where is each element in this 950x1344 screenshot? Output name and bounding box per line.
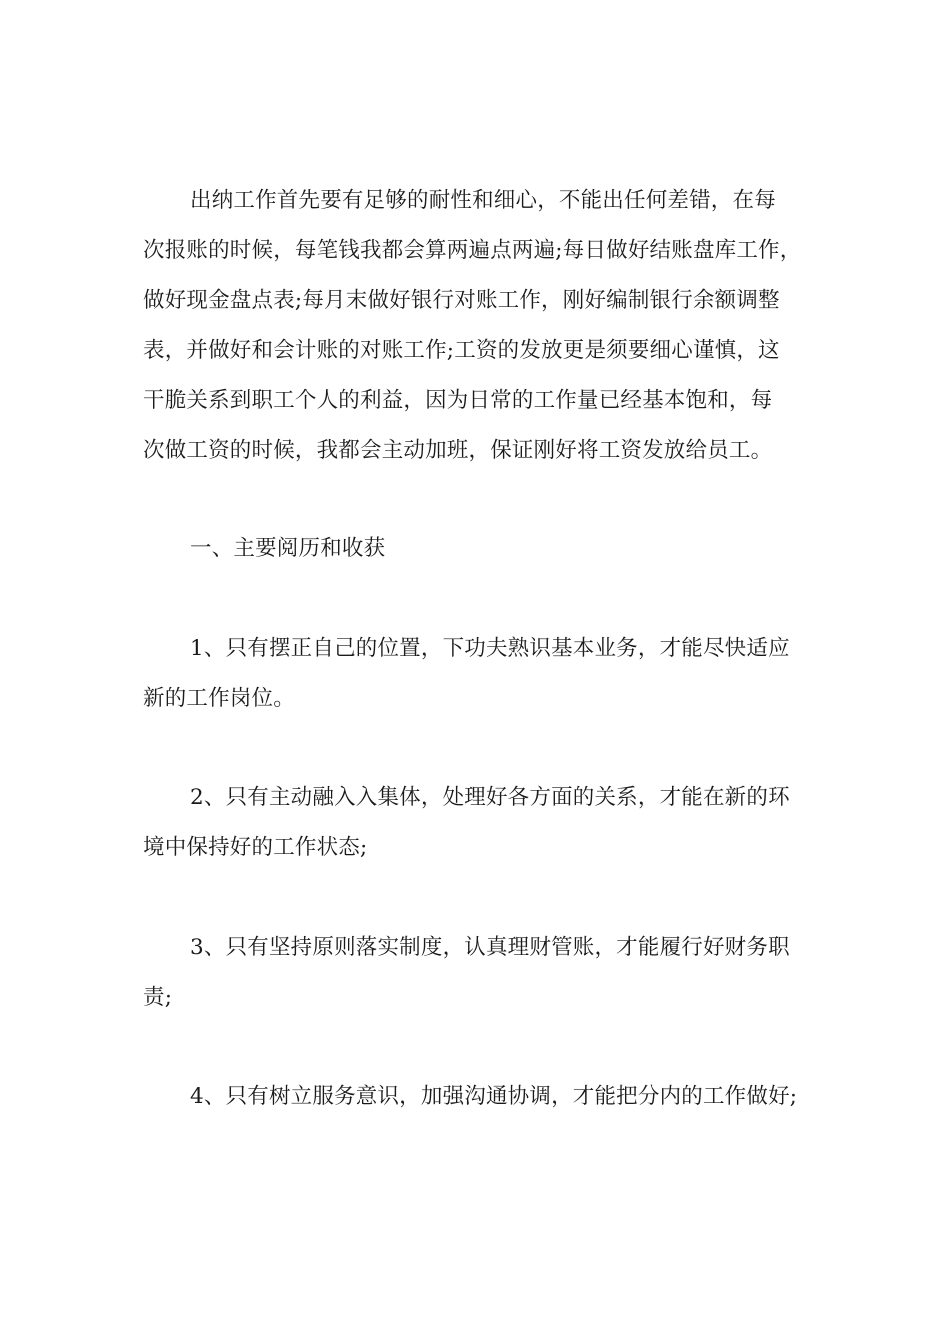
section-heading: 一、主要阅历和收获 (190, 536, 386, 561)
list-item-line: 责; (143, 985, 173, 1010)
paragraph-line: 次做工资的时候，我都会主动加班，保证刚好将工资发放给员工。 (143, 438, 773, 463)
list-item-line: 2、只有主动融入入集体，处理好各方面的关系，才能在新的环 (190, 785, 790, 810)
list-item-line: 4、只有树立服务意识，加强沟通协调，才能把分内的工作做好; (190, 1084, 798, 1109)
list-item-line: 境中保持好的工作状态; (143, 835, 368, 860)
list-item-line: 3、只有坚持原则落实制度，认真理财管账，才能履行好财务职 (190, 935, 790, 960)
paragraph-line: 做好现金盘点表;每月末做好银行对账工作，刚好编制银行余额调整 (143, 288, 780, 313)
paragraph-line: 出纳工作首先要有足够的耐性和细心，不能出任何差错，在每 (190, 188, 776, 213)
list-item-line: 1、只有摆正自己的位置，下功夫熟识基本业务，才能尽快适应 (190, 636, 790, 661)
paragraph-line: 干脆关系到职工个人的利益，因为日常的工作量已经基本饱和，每 (143, 388, 773, 413)
list-item-line: 新的工作岗位。 (143, 686, 295, 711)
paragraph-line: 次报账的时候，每笔钱我都会算两遍点两遍;每日做好结账盘库工作， (143, 238, 802, 263)
paragraph-line: 表，并做好和会计账的对账工作;工资的发放更是须要细心谨慎，这 (143, 338, 780, 363)
